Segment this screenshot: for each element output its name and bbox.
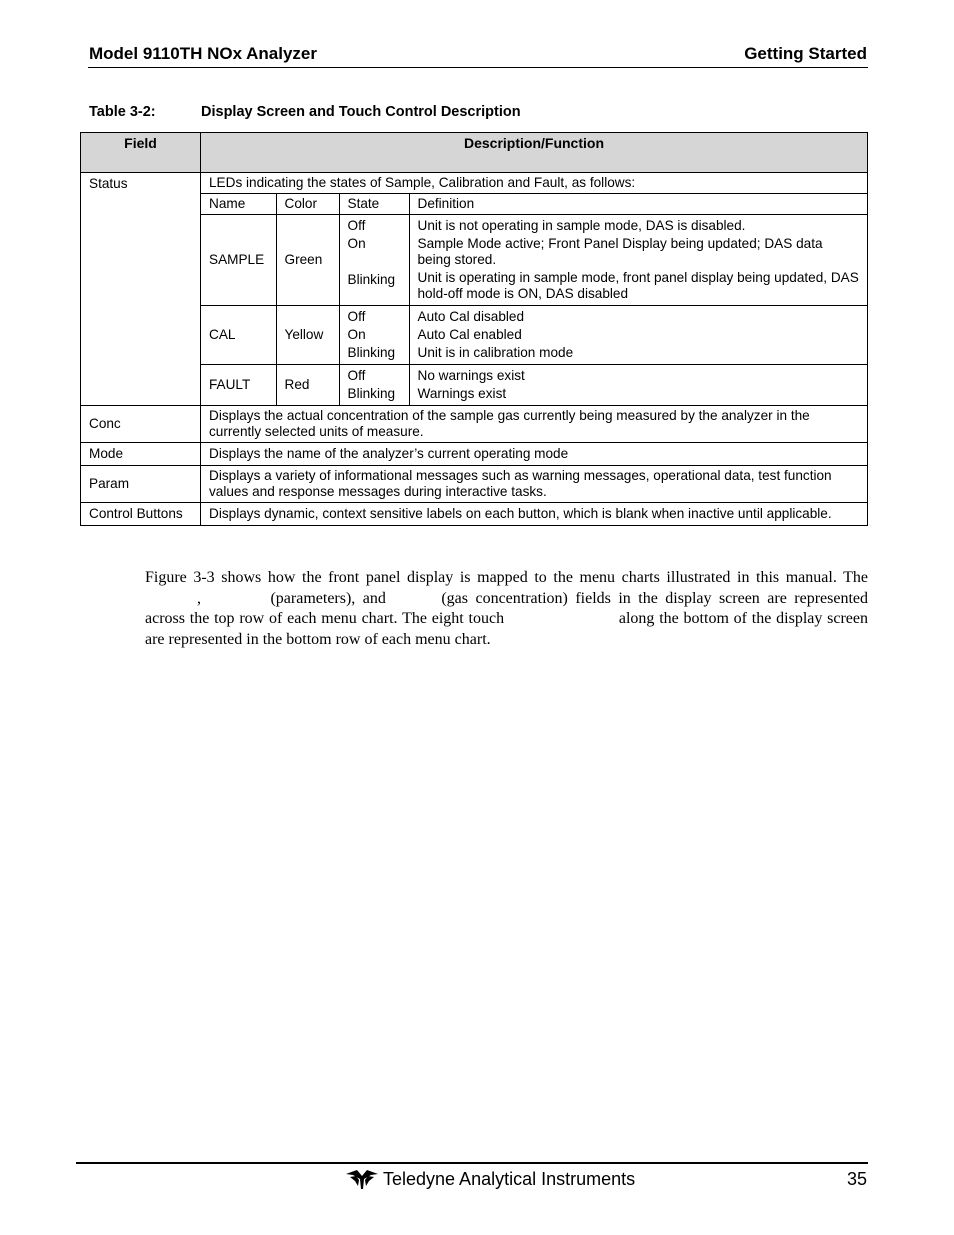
led-table <box>201 194 867 405</box>
led-definition: Unit is not operating in sample mode, DAS is disabled. <box>417 218 746 233</box>
page-number: 35 <box>846 1169 867 1189</box>
body-paragraph <box>145 568 868 650</box>
table-row-status <box>81 173 868 406</box>
desc-conc: Displays the actual concentration of the sample gas currently being measured by the analyzer in the currently selected units of measure. <box>201 406 868 443</box>
led-definitions <box>409 365 867 406</box>
led-row-fault <box>201 365 867 406</box>
display-description-table <box>80 132 868 526</box>
led-definition: Auto Cal disabled <box>417 309 525 324</box>
paragraph-text: , <box>197 589 201 607</box>
desc-control-buttons: Displays dynamic, context sensitive labels on each button, which is blank when inactive until applicable. <box>201 503 868 526</box>
status-intro: LEDs indicating the states of Sample, Calibration and Fault, as follows: <box>201 173 867 194</box>
led-definitions <box>409 215 867 306</box>
header-title: Model 9110TH NOx Analyzer <box>89 44 318 63</box>
led-definition: No warnings exist <box>417 368 525 383</box>
led-states <box>339 215 409 306</box>
table-row-mode <box>81 443 868 466</box>
table-caption-title: Display Screen and Touch Control Description <box>201 104 521 120</box>
status-description <box>201 173 868 406</box>
led-header-color: Color <box>276 194 339 215</box>
led-header-name: Name <box>201 194 276 215</box>
led-row-sample <box>201 215 867 306</box>
table-caption <box>89 104 521 120</box>
led-state: Blinking <box>347 272 396 287</box>
led-state: On <box>347 236 366 251</box>
paragraph-text: along the bottom of the display screen are represented in the bottom row of each menu chart. <box>145 610 869 648</box>
led-color: Yellow <box>276 306 339 365</box>
led-state: Off <box>347 309 366 324</box>
led-name: CAL <box>201 306 276 365</box>
field-control-buttons: Control Buttons <box>81 503 201 526</box>
led-definition: Auto Cal enabled <box>417 327 522 342</box>
table-row-param <box>81 466 868 503</box>
field-status: Status <box>81 173 201 406</box>
led-header-definition: Definition <box>409 194 867 215</box>
header-rule <box>88 67 868 68</box>
teledyne-logo-icon <box>345 1168 379 1190</box>
led-states <box>339 306 409 365</box>
table-row-control-buttons <box>81 503 868 526</box>
led-state: Off <box>347 368 366 383</box>
table-row-conc <box>81 406 868 443</box>
led-state: Off <box>347 218 366 233</box>
led-state: Blinking <box>347 386 396 401</box>
footer-company: Teledyne Analytical Instruments <box>383 1169 636 1189</box>
led-definition: Unit is operating in sample mode, front panel display being updated, DAS hold-off mode is ON, DAS disabled <box>417 270 859 301</box>
led-name: FAULT <box>201 365 276 406</box>
col-header-field: Field <box>81 133 201 173</box>
header-section: Getting Started <box>744 44 867 63</box>
led-definition: Warnings exist <box>417 386 507 401</box>
led-state: Blinking <box>347 345 396 360</box>
desc-param: Displays a variety of informational messages such as warning messages, operational data, test function values and response messages during interactive tasks. <box>201 466 868 503</box>
led-color: Green <box>276 215 339 306</box>
led-row-cal <box>201 306 867 365</box>
footer-rule <box>76 1162 868 1164</box>
field-param: Param <box>81 466 201 503</box>
led-table-header <box>201 194 867 215</box>
led-definition: Unit is in calibration mode <box>417 345 574 360</box>
led-definitions <box>409 306 867 365</box>
col-header-description: Description/Function <box>201 133 868 173</box>
paragraph-text: (parameters), and <box>270 589 386 607</box>
field-mode: Mode <box>81 443 201 466</box>
paragraph-text: (gas concentration) fields in the display screen are represented across the top row of each menu chart. The eight touch <box>145 589 869 627</box>
led-state: On <box>347 327 366 342</box>
led-name: SAMPLE <box>201 215 276 306</box>
field-conc: Conc <box>81 406 201 443</box>
led-definition: Sample Mode active; Front Panel Display being updated; DAS data being stored. <box>417 236 823 267</box>
led-states <box>339 365 409 406</box>
paragraph-text: Figure 3-3 shows how the front panel display is mapped to the menu charts illustrated in this manual. The <box>145 569 868 586</box>
table-caption-number: Table 3-2: <box>89 104 156 120</box>
led-header-state: State <box>339 194 409 215</box>
led-color: Red <box>276 365 339 406</box>
desc-mode: Displays the name of the analyzer’s current operating mode <box>201 443 868 466</box>
